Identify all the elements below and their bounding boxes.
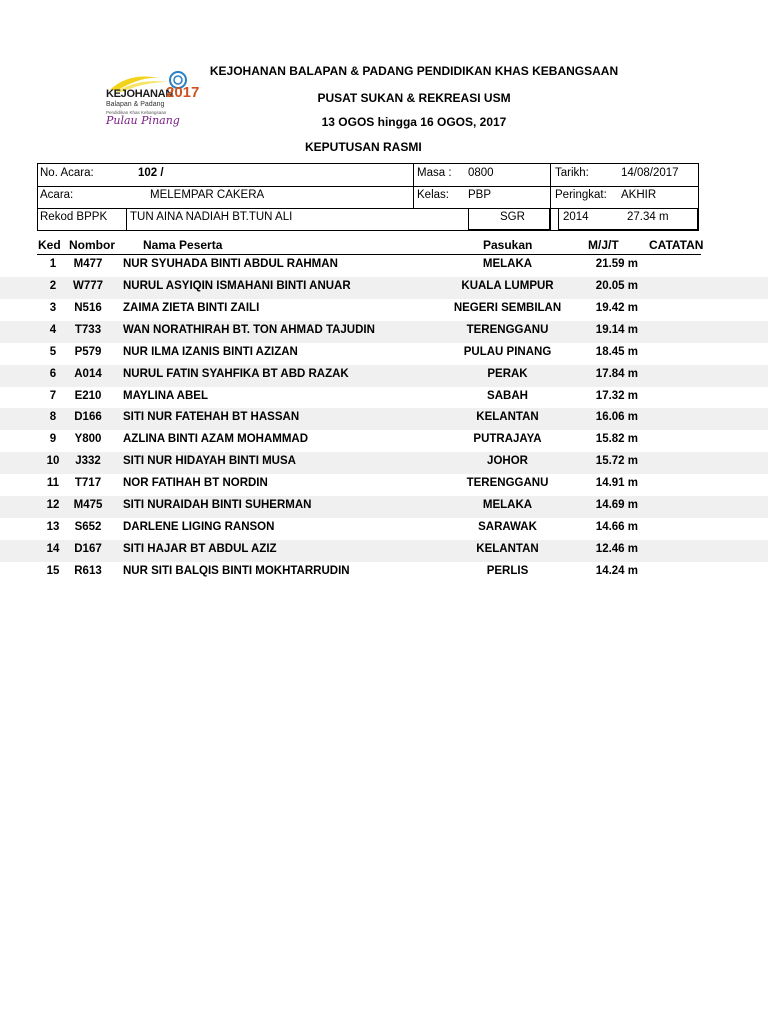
team: TERENGGANU — [466, 323, 549, 336]
bib-number: M477 — [73, 258, 103, 270]
rank: 8 — [49, 411, 57, 424]
mark: 19.42 m — [595, 301, 638, 314]
bib-number: D166 — [74, 411, 102, 424]
col-pasukan: Pasukan — [483, 238, 533, 252]
tarikh-label: Tarikh: — [555, 167, 589, 179]
mark: 20.05 m — [595, 279, 638, 292]
athlete-name: NUR SYUHADA BINTI ABDUL RAHMAN — [123, 258, 338, 270]
no-acara-value: 102 / — [138, 167, 164, 179]
official-result-title: KEPUTUSAN RASMI — [305, 140, 422, 154]
mark: 15.82 m — [595, 433, 638, 446]
acara-label: Acara: — [40, 189, 74, 201]
team: PERAK — [487, 367, 528, 380]
mark: 17.32 m — [595, 389, 638, 402]
athlete-name: SITI NUR HIDAYAH BINTI MUSA — [123, 455, 296, 468]
rekod-label: Rekod BPPK — [40, 211, 108, 223]
team: MELAKA — [482, 499, 533, 512]
logo-tagline: Pendidikan Khas Kebangsaan — [106, 110, 167, 115]
logo-brand: KEJOHANAN — [106, 88, 173, 100]
kelas-label: Kelas: — [417, 189, 449, 201]
table-row — [0, 343, 768, 365]
athlete-name: NUR SITI BALQIS BINTI MOKHTARRUDIN — [123, 564, 350, 577]
bib-number: J332 — [75, 455, 101, 468]
rekod-holder: TUN AINA NADIAH BT.TUN ALI — [130, 211, 293, 223]
peringkat-value: AKHIR — [621, 189, 657, 201]
masa-label: Masa : — [417, 167, 452, 179]
table-row — [0, 452, 768, 474]
bib-number: D167 — [74, 542, 102, 555]
col-nama: Nama Peserta — [143, 238, 223, 252]
bib-number: P579 — [74, 345, 102, 358]
table-row — [0, 299, 768, 321]
rank: 13 — [46, 521, 60, 534]
table-row — [0, 518, 768, 540]
athlete-name: AZLINA BINTI AZAM MOHAMMAD — [123, 433, 309, 446]
table-row — [0, 277, 768, 299]
mark: 17.84 m — [595, 367, 638, 380]
kelas-value: PBP — [468, 189, 492, 201]
rekod-mark: 27.34 m — [627, 211, 669, 223]
athlete-name: NURUL FATIN SYAHFIKA BT ABD RAZAK — [123, 367, 349, 380]
rank: 1 — [49, 258, 57, 270]
no-acara-label: No. Acara: — [40, 167, 94, 179]
col-catatan: CATATAN — [649, 238, 704, 252]
bib-number: S652 — [74, 521, 102, 534]
table-row — [0, 474, 768, 496]
mark: 21.59 m — [595, 258, 638, 270]
col-ked: Ked — [38, 238, 61, 252]
bib-number: T717 — [74, 477, 102, 490]
rank: 12 — [46, 499, 60, 512]
mark: 19.14 m — [595, 323, 638, 336]
date-range: 13 OGOS hingga 16 OGOS, 2017 — [321, 115, 507, 129]
mark: 14.91 m — [595, 477, 638, 490]
rank: 15 — [46, 564, 60, 577]
rank: 10 — [46, 455, 60, 468]
team: PERLIS — [486, 564, 529, 577]
table-row — [0, 321, 768, 343]
rank: 9 — [49, 433, 57, 446]
acara-value: MELEMPAR CAKERA — [150, 189, 265, 201]
table-row — [0, 540, 768, 562]
venue-title: PUSAT SUKAN & REKREASI USM — [317, 91, 511, 105]
mark: 14.69 m — [595, 499, 638, 512]
athlete-name: SITI HAJAR BT ABDUL AZIZ — [123, 542, 277, 555]
rank: 4 — [49, 323, 57, 336]
rank: 14 — [46, 542, 60, 555]
rank: 11 — [46, 477, 60, 490]
rank: 2 — [49, 279, 57, 292]
mark: 18.45 m — [595, 345, 638, 358]
team: KELANTAN — [476, 542, 539, 555]
mark: 16.06 m — [595, 411, 638, 424]
team: TERENGGANU — [466, 477, 549, 490]
championship-title: KEJOHANAN BALAPAN & PADANG PENDIDIKAN KHAS KEBANGSAAN — [209, 64, 619, 78]
athlete-name: MAYLINA ABEL — [123, 389, 208, 402]
col-mjt: M/J/T — [588, 238, 619, 252]
bib-number: R613 — [74, 564, 102, 577]
rank: 3 — [49, 301, 57, 314]
bib-number: E210 — [74, 389, 102, 402]
team: KUALA LUMPUR — [461, 279, 554, 292]
bib-number: A014 — [74, 367, 102, 380]
table-row — [0, 387, 768, 409]
athlete-name: WAN NORATHIRAH BT. TON AHMAD TAJUDIN — [123, 323, 375, 336]
table-row — [0, 430, 768, 452]
athlete-name: SITI NUR FATEHAH BT HASSAN — [123, 411, 300, 424]
team: KELANTAN — [476, 411, 539, 424]
table-row — [0, 496, 768, 518]
athlete-name: NURUL ASYIQIN ISMAHANI BINTI ANUAR — [123, 279, 351, 292]
mark: 14.66 m — [595, 521, 638, 534]
team: SARAWAK — [478, 521, 537, 534]
event-info-box — [37, 163, 699, 231]
team: PULAU PINANG — [463, 345, 552, 358]
bib-number: T733 — [74, 323, 102, 336]
team: SABAH — [487, 389, 528, 402]
bib-number: Y800 — [74, 433, 102, 446]
masa-value: 0800 — [468, 167, 494, 179]
team: NEGERI SEMBILAN — [453, 301, 562, 314]
table-row — [0, 562, 768, 584]
table-row — [0, 365, 768, 387]
logo-place: Pulau Pinang — [106, 114, 180, 127]
team: MELAKA — [482, 258, 533, 270]
rank: 5 — [49, 345, 57, 358]
athlete-name: SITI NURAIDAH BINTI SUHERMAN — [123, 499, 312, 512]
logo-subtitle: Balapan & Padang — [106, 101, 165, 108]
athlete-name: NUR ILMA IZANIS BINTI AZIZAN — [123, 345, 298, 358]
mark: 12.46 m — [595, 542, 638, 555]
logo-year: 2017 — [166, 84, 200, 101]
table-row — [0, 408, 768, 430]
mark: 15.72 m — [595, 455, 638, 468]
team: JOHOR — [487, 455, 528, 468]
col-nombor: Nombor — [69, 238, 115, 252]
bib-number: M475 — [73, 499, 103, 512]
bib-number: N516 — [74, 301, 102, 314]
athlete-name: NOR FATIHAH BT NORDIN — [123, 477, 268, 490]
rank: 6 — [49, 367, 57, 380]
results-list — [0, 255, 768, 584]
rank: 7 — [49, 389, 57, 402]
athlete-name: DARLENE LIGING RANSON — [123, 521, 275, 534]
bib-number: W777 — [72, 279, 104, 292]
tarikh-value: 14/08/2017 — [621, 167, 679, 179]
results-header — [0, 238, 768, 254]
rekod-state: SGR — [500, 211, 525, 223]
athlete-name: ZAIMA ZIETA BINTI ZAILI — [123, 301, 260, 314]
peringkat-label: Peringkat: — [555, 189, 607, 201]
team: PUTRAJAYA — [473, 433, 542, 446]
table-row — [0, 255, 768, 277]
mark: 14.24 m — [595, 564, 638, 577]
rekod-year: 2014 — [563, 211, 589, 223]
